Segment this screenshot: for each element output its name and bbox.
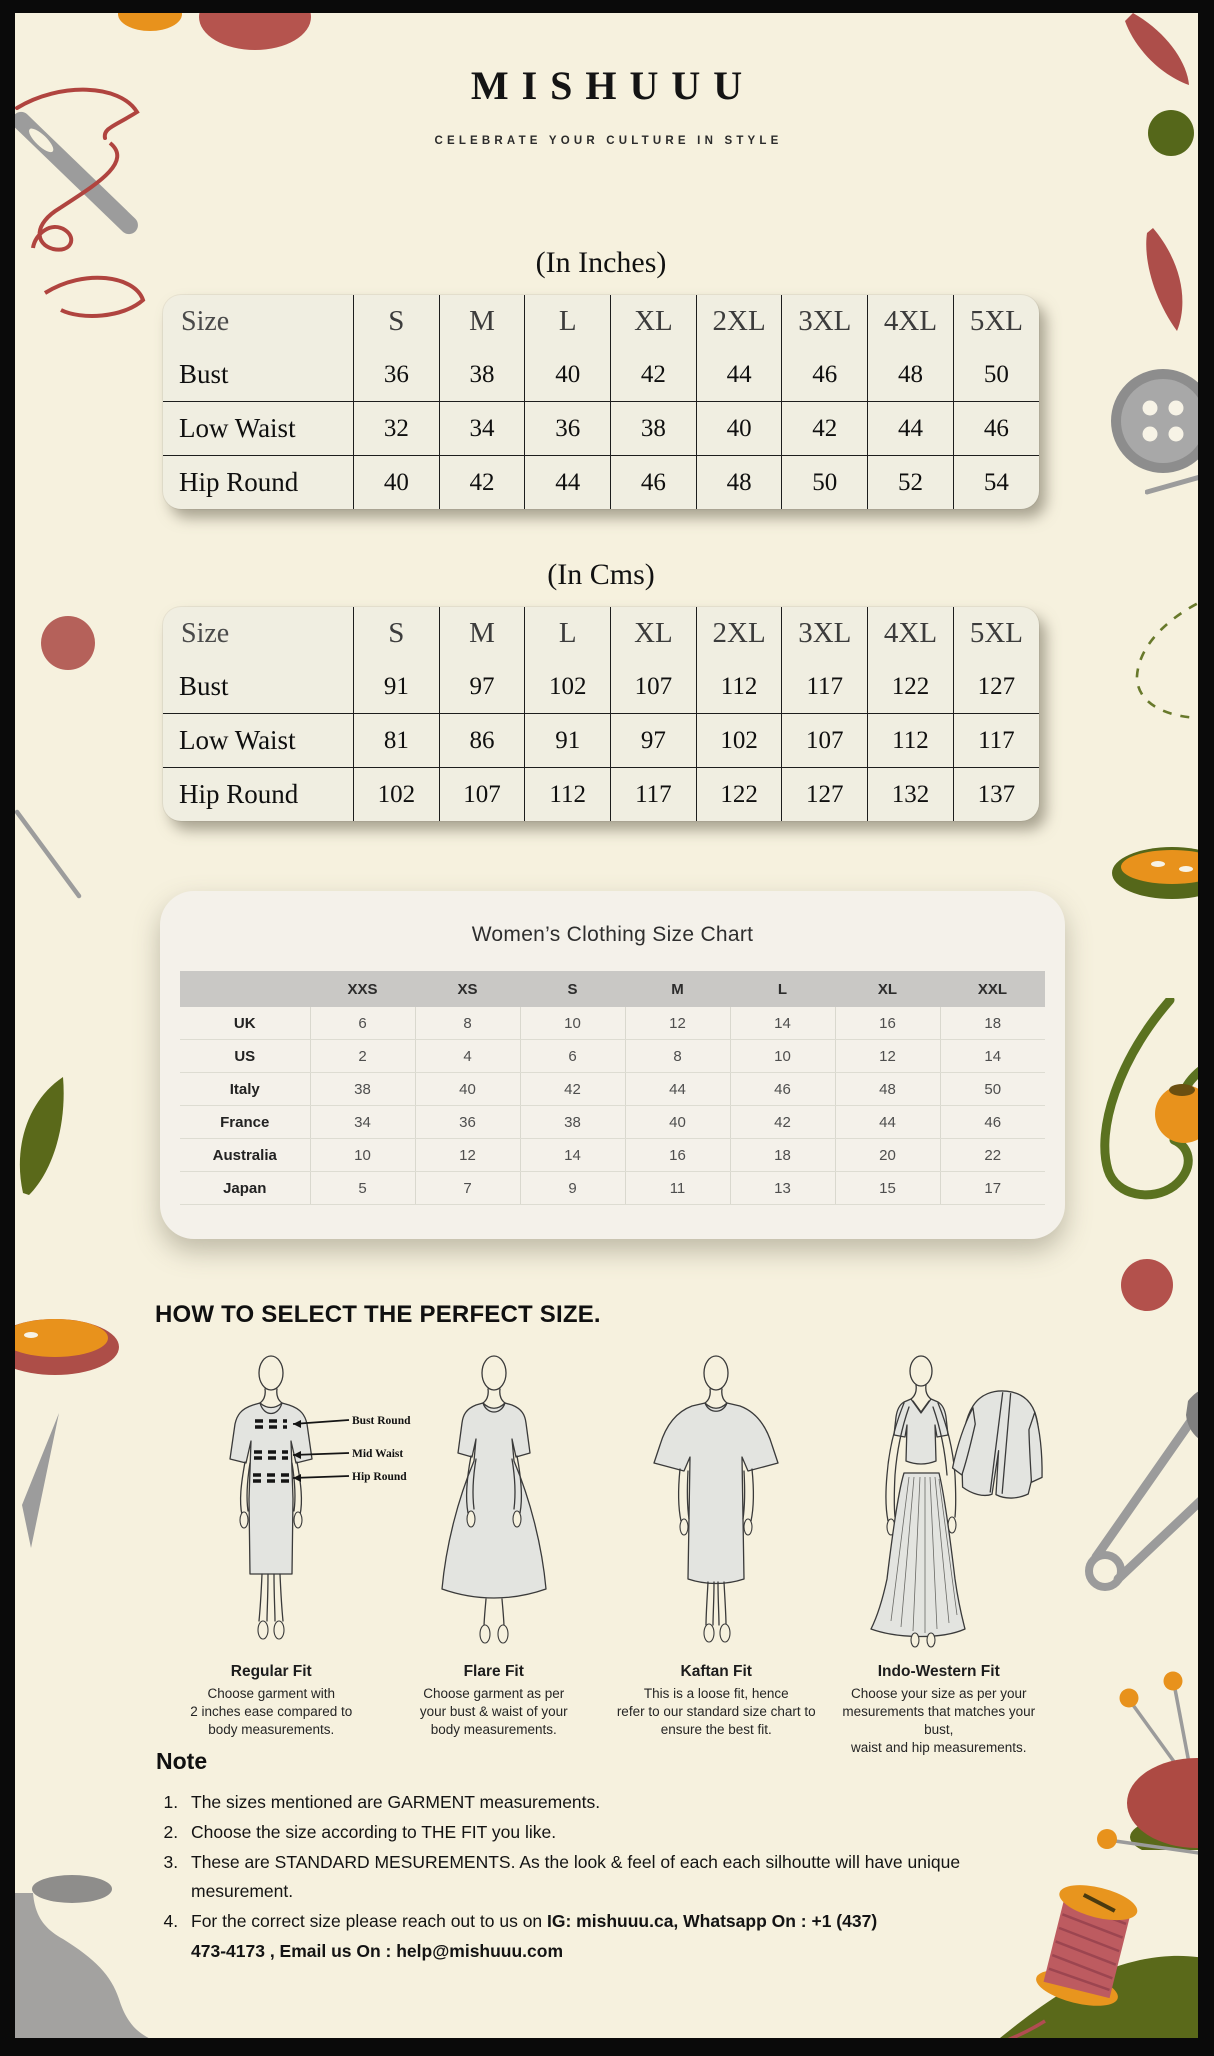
fit-desc-line: body measurements. bbox=[430, 1722, 557, 1738]
cms-size-table bbox=[163, 607, 1039, 821]
table-corner-cell: Size bbox=[163, 607, 354, 660]
note-item bbox=[183, 1848, 1033, 1908]
row-label: US bbox=[180, 1040, 310, 1073]
size-value-cell: 112 bbox=[868, 714, 954, 768]
size-value-cell: 40 bbox=[625, 1106, 730, 1139]
fit-figure-flare bbox=[383, 1349, 606, 1757]
cms-table-card bbox=[163, 607, 1039, 821]
note-contact-bold: 473-4173 , Email us On : help@mishuuu.com bbox=[191, 1940, 564, 1961]
table-row bbox=[180, 1007, 1045, 1040]
mid-waist-label: Mid Waist bbox=[352, 1448, 404, 1460]
kaftan-fit-illustration bbox=[606, 1349, 826, 1649]
note-text: For the correct size please reach out to us on bbox=[191, 1911, 548, 1931]
size-value-cell: 102 bbox=[354, 768, 440, 822]
brand-header bbox=[15, 62, 1198, 147]
column-header: 4XL bbox=[868, 607, 954, 660]
size-value-cell: 46 bbox=[953, 402, 1039, 456]
size-value-cell: 22 bbox=[940, 1139, 1045, 1172]
size-value-cell: 42 bbox=[730, 1106, 835, 1139]
table-row bbox=[163, 348, 1039, 402]
size-value-cell: 4 bbox=[415, 1040, 520, 1073]
row-label: Hip Round bbox=[163, 768, 354, 822]
row-label: Hip Round bbox=[163, 456, 354, 510]
size-value-cell: 112 bbox=[696, 660, 782, 714]
size-value-cell: 81 bbox=[354, 714, 440, 768]
size-value-cell: 40 bbox=[696, 402, 782, 456]
size-value-cell: 10 bbox=[310, 1139, 415, 1172]
column-header: XL bbox=[611, 607, 697, 660]
column-header: S bbox=[520, 971, 625, 1007]
size-value-cell: 16 bbox=[625, 1139, 730, 1172]
note-item bbox=[183, 1907, 1033, 1967]
size-value-cell: 107 bbox=[782, 714, 868, 768]
row-label: Japan bbox=[180, 1172, 310, 1205]
size-value-cell: 38 bbox=[611, 402, 697, 456]
size-value-cell: 18 bbox=[940, 1007, 1045, 1040]
size-value-cell: 42 bbox=[611, 348, 697, 402]
column-header: XXL bbox=[940, 971, 1045, 1007]
size-value-cell: 91 bbox=[354, 660, 440, 714]
column-header: S bbox=[354, 607, 440, 660]
inches-table-card bbox=[163, 295, 1039, 509]
row-label: France bbox=[180, 1106, 310, 1139]
international-size-table bbox=[180, 971, 1045, 1205]
table-row bbox=[180, 1172, 1045, 1205]
fit-name: Kaftan Fit bbox=[680, 1663, 752, 1680]
cms-table-title: (In Cms) bbox=[547, 558, 655, 591]
size-value-cell: 6 bbox=[520, 1040, 625, 1073]
fit-desc-line: your bust & waist of your bbox=[419, 1704, 568, 1720]
row-label: Low Waist bbox=[163, 714, 354, 768]
flare-fit-illustration bbox=[384, 1349, 604, 1649]
size-value-cell: 107 bbox=[611, 660, 697, 714]
note-item bbox=[183, 1788, 1033, 1818]
size-value-cell: 36 bbox=[525, 402, 611, 456]
size-value-cell: 42 bbox=[439, 456, 525, 510]
size-value-cell: 44 bbox=[696, 348, 782, 402]
size-value-cell: 102 bbox=[696, 714, 782, 768]
brand-tagline: CELEBRATE YOUR CULTURE IN STYLE bbox=[434, 135, 783, 147]
size-value-cell: 34 bbox=[439, 402, 525, 456]
size-value-cell: 10 bbox=[520, 1007, 625, 1040]
size-value-cell: 50 bbox=[782, 456, 868, 510]
column-header: L bbox=[730, 971, 835, 1007]
note-text: Choose the size according to THE FIT you like. bbox=[191, 1821, 557, 1842]
brand-logo: MISHUUU bbox=[470, 63, 756, 108]
fit-desc-line: 2 inches ease compared to bbox=[190, 1704, 353, 1720]
indo-western-fit-illustration bbox=[829, 1349, 1049, 1649]
size-value-cell: 17 bbox=[940, 1172, 1045, 1205]
size-value-cell: 117 bbox=[611, 768, 697, 822]
size-value-cell: 91 bbox=[525, 714, 611, 768]
fit-guide-heading: HOW TO SELECT THE PERFECT SIZE. bbox=[155, 1301, 601, 1328]
size-value-cell: 44 bbox=[835, 1106, 940, 1139]
row-label: UK bbox=[180, 1007, 310, 1040]
international-chart-title: Women’s Clothing Size Chart bbox=[471, 923, 754, 946]
size-value-cell: 44 bbox=[525, 456, 611, 510]
size-value-cell: 8 bbox=[415, 1007, 520, 1040]
column-header: S bbox=[354, 295, 440, 348]
international-chart-panel bbox=[160, 891, 1065, 1239]
table-row bbox=[163, 402, 1039, 456]
size-value-cell: 8 bbox=[625, 1040, 730, 1073]
fit-desc-line: Choose your size as per your bbox=[850, 1686, 1027, 1701]
bust-round-label: Bust Round bbox=[352, 1415, 411, 1427]
fit-caption bbox=[190, 1663, 352, 1739]
column-header: 3XL bbox=[782, 607, 868, 660]
fit-caption bbox=[828, 1663, 1051, 1757]
size-value-cell: 14 bbox=[940, 1040, 1045, 1073]
size-value-cell: 46 bbox=[730, 1073, 835, 1106]
fit-name: Flare Fit bbox=[463, 1663, 524, 1680]
size-value-cell: 32 bbox=[354, 402, 440, 456]
column-header: L bbox=[525, 607, 611, 660]
fit-figures-row bbox=[160, 1349, 1050, 1757]
hip-round-label: Hip Round bbox=[352, 1471, 407, 1483]
fit-desc-line: body measurements. bbox=[208, 1722, 335, 1738]
table-row bbox=[163, 660, 1039, 714]
size-value-cell: 102 bbox=[525, 660, 611, 714]
table-row bbox=[163, 456, 1039, 510]
size-value-cell: 48 bbox=[696, 456, 782, 510]
size-value-cell: 42 bbox=[782, 402, 868, 456]
column-header: XXS bbox=[310, 971, 415, 1007]
size-value-cell: 38 bbox=[439, 348, 525, 402]
size-value-cell: 137 bbox=[977, 780, 1016, 808]
size-value-cell: 7 bbox=[415, 1172, 520, 1205]
size-value-cell: 16 bbox=[835, 1007, 940, 1040]
size-value-cell: 46 bbox=[611, 456, 697, 510]
size-value-cell: 38 bbox=[310, 1073, 415, 1106]
size-value-cell: 20 bbox=[835, 1139, 940, 1172]
fit-figure-regular bbox=[160, 1349, 411, 1757]
size-value-cell: 50 bbox=[953, 348, 1039, 402]
column-header: 4XL bbox=[868, 295, 954, 348]
size-value-cell: 122 bbox=[868, 660, 954, 714]
fit-desc-line: ensure the best fit. bbox=[660, 1722, 772, 1738]
size-value-cell: 117 bbox=[953, 714, 1039, 768]
size-value-cell: 18 bbox=[730, 1139, 835, 1172]
size-value-cell: 117 bbox=[782, 660, 868, 714]
size-value-cell: 50 bbox=[940, 1073, 1045, 1106]
size-value-cell: 112 bbox=[525, 768, 611, 822]
column-header: 5XL bbox=[969, 305, 1023, 337]
size-value-cell: 12 bbox=[625, 1007, 730, 1040]
note-contact-bold: IG: mishuuu.ca, Whatsapp On : +1 (437) bbox=[547, 1911, 878, 1931]
column-header: M bbox=[625, 971, 730, 1007]
fit-desc-line: waist and hip measurements. bbox=[850, 1740, 1027, 1756]
table-row bbox=[180, 1040, 1045, 1073]
size-value-cell: 15 bbox=[835, 1172, 940, 1205]
table-row bbox=[163, 768, 1039, 822]
poster-canvas bbox=[15, 13, 1198, 2038]
table-corner-cell bbox=[180, 971, 310, 1007]
size-value-cell: 14 bbox=[730, 1007, 835, 1040]
fit-desc-line: This is a loose fit, hence bbox=[643, 1686, 789, 1701]
column-header: L bbox=[525, 295, 611, 348]
size-value-cell: 34 bbox=[310, 1106, 415, 1139]
size-value-cell: 12 bbox=[835, 1040, 940, 1073]
note-heading: Note bbox=[156, 1748, 208, 1774]
table-corner-cell: Size bbox=[163, 295, 354, 348]
size-value-cell: 46 bbox=[782, 348, 868, 402]
size-value-cell: 86 bbox=[439, 714, 525, 768]
column-header: XS bbox=[415, 971, 520, 1007]
regular-fit-illustration bbox=[161, 1349, 411, 1649]
size-value-cell: 40 bbox=[354, 456, 440, 510]
size-value-cell: 54 bbox=[983, 468, 1009, 496]
row-label: Italy bbox=[180, 1073, 310, 1106]
column-header: 2XL bbox=[696, 295, 782, 348]
column-header: 2XL bbox=[696, 607, 782, 660]
size-value-cell: 127 bbox=[953, 660, 1039, 714]
size-value-cell: 46 bbox=[940, 1106, 1045, 1139]
fit-desc-line: Choose garment with bbox=[207, 1686, 336, 1701]
size-value-cell: 12 bbox=[415, 1139, 520, 1172]
size-value-cell: 122 bbox=[696, 768, 782, 822]
fit-caption bbox=[420, 1663, 568, 1739]
fit-desc-line: mesurements that matches your bust, bbox=[842, 1704, 1036, 1738]
size-value-cell: 40 bbox=[525, 348, 611, 402]
size-value-cell: 48 bbox=[835, 1073, 940, 1106]
size-value-cell: 97 bbox=[439, 660, 525, 714]
size-value-cell: 42 bbox=[520, 1073, 625, 1106]
size-value-cell: 38 bbox=[520, 1106, 625, 1139]
size-value-cell: 107 bbox=[439, 768, 525, 822]
table-row bbox=[180, 1106, 1045, 1139]
size-value-cell: 13 bbox=[730, 1172, 835, 1205]
size-value-cell: 44 bbox=[625, 1073, 730, 1106]
column-header: XL bbox=[611, 295, 697, 348]
fit-name: Regular Fit bbox=[230, 1663, 312, 1680]
size-value-cell: 6 bbox=[310, 1007, 415, 1040]
size-value-cell: 36 bbox=[415, 1106, 520, 1139]
size-value-cell: 11 bbox=[625, 1172, 730, 1205]
size-value-cell: 48 bbox=[868, 348, 954, 402]
size-value-cell: 132 bbox=[868, 768, 954, 822]
size-value-cell: 2 bbox=[310, 1040, 415, 1073]
column-header: 5XL bbox=[969, 617, 1023, 649]
note-item bbox=[183, 1818, 1033, 1848]
row-label: Bust bbox=[163, 348, 354, 402]
column-header: M bbox=[439, 295, 525, 348]
size-value-cell: 5 bbox=[310, 1172, 415, 1205]
size-value-cell: 40 bbox=[415, 1073, 520, 1106]
size-value-cell: 36 bbox=[354, 348, 440, 402]
fit-name: Indo-Western Fit bbox=[877, 1663, 1000, 1680]
fit-figure-kaftan bbox=[605, 1349, 828, 1757]
fit-desc-line: Choose garment as per bbox=[423, 1686, 565, 1701]
table-row bbox=[180, 1073, 1045, 1106]
size-value-cell: 9 bbox=[520, 1172, 625, 1205]
note-list bbox=[143, 1788, 1033, 1967]
fit-figure-indo-western bbox=[828, 1349, 1051, 1757]
fit-caption bbox=[617, 1663, 816, 1739]
size-value-cell: 10 bbox=[730, 1040, 835, 1073]
row-label: Bust bbox=[163, 660, 354, 714]
size-value-cell: 44 bbox=[868, 402, 954, 456]
inches-table-title: (In Inches) bbox=[535, 246, 667, 279]
table-row bbox=[163, 714, 1039, 768]
column-header: 3XL bbox=[782, 295, 868, 348]
column-header: M bbox=[439, 607, 525, 660]
inches-size-table bbox=[163, 295, 1039, 509]
size-value-cell: 97 bbox=[611, 714, 697, 768]
note-text: These are STANDARD MESUREMENTS. As the look & feel of each each silhoutte will have unique mesurement. bbox=[191, 1851, 961, 1902]
size-value-cell: 127 bbox=[782, 768, 868, 822]
row-label: Low Waist bbox=[163, 402, 354, 456]
note-text: The sizes mentioned are GARMENT measurements. bbox=[191, 1792, 601, 1812]
row-label: Australia bbox=[180, 1139, 310, 1172]
fit-desc-line: refer to our standard size chart to bbox=[616, 1704, 816, 1720]
table-row bbox=[180, 1139, 1045, 1172]
size-value-cell: 14 bbox=[520, 1139, 625, 1172]
size-value-cell: 52 bbox=[868, 456, 954, 510]
column-header: XL bbox=[835, 971, 940, 1007]
